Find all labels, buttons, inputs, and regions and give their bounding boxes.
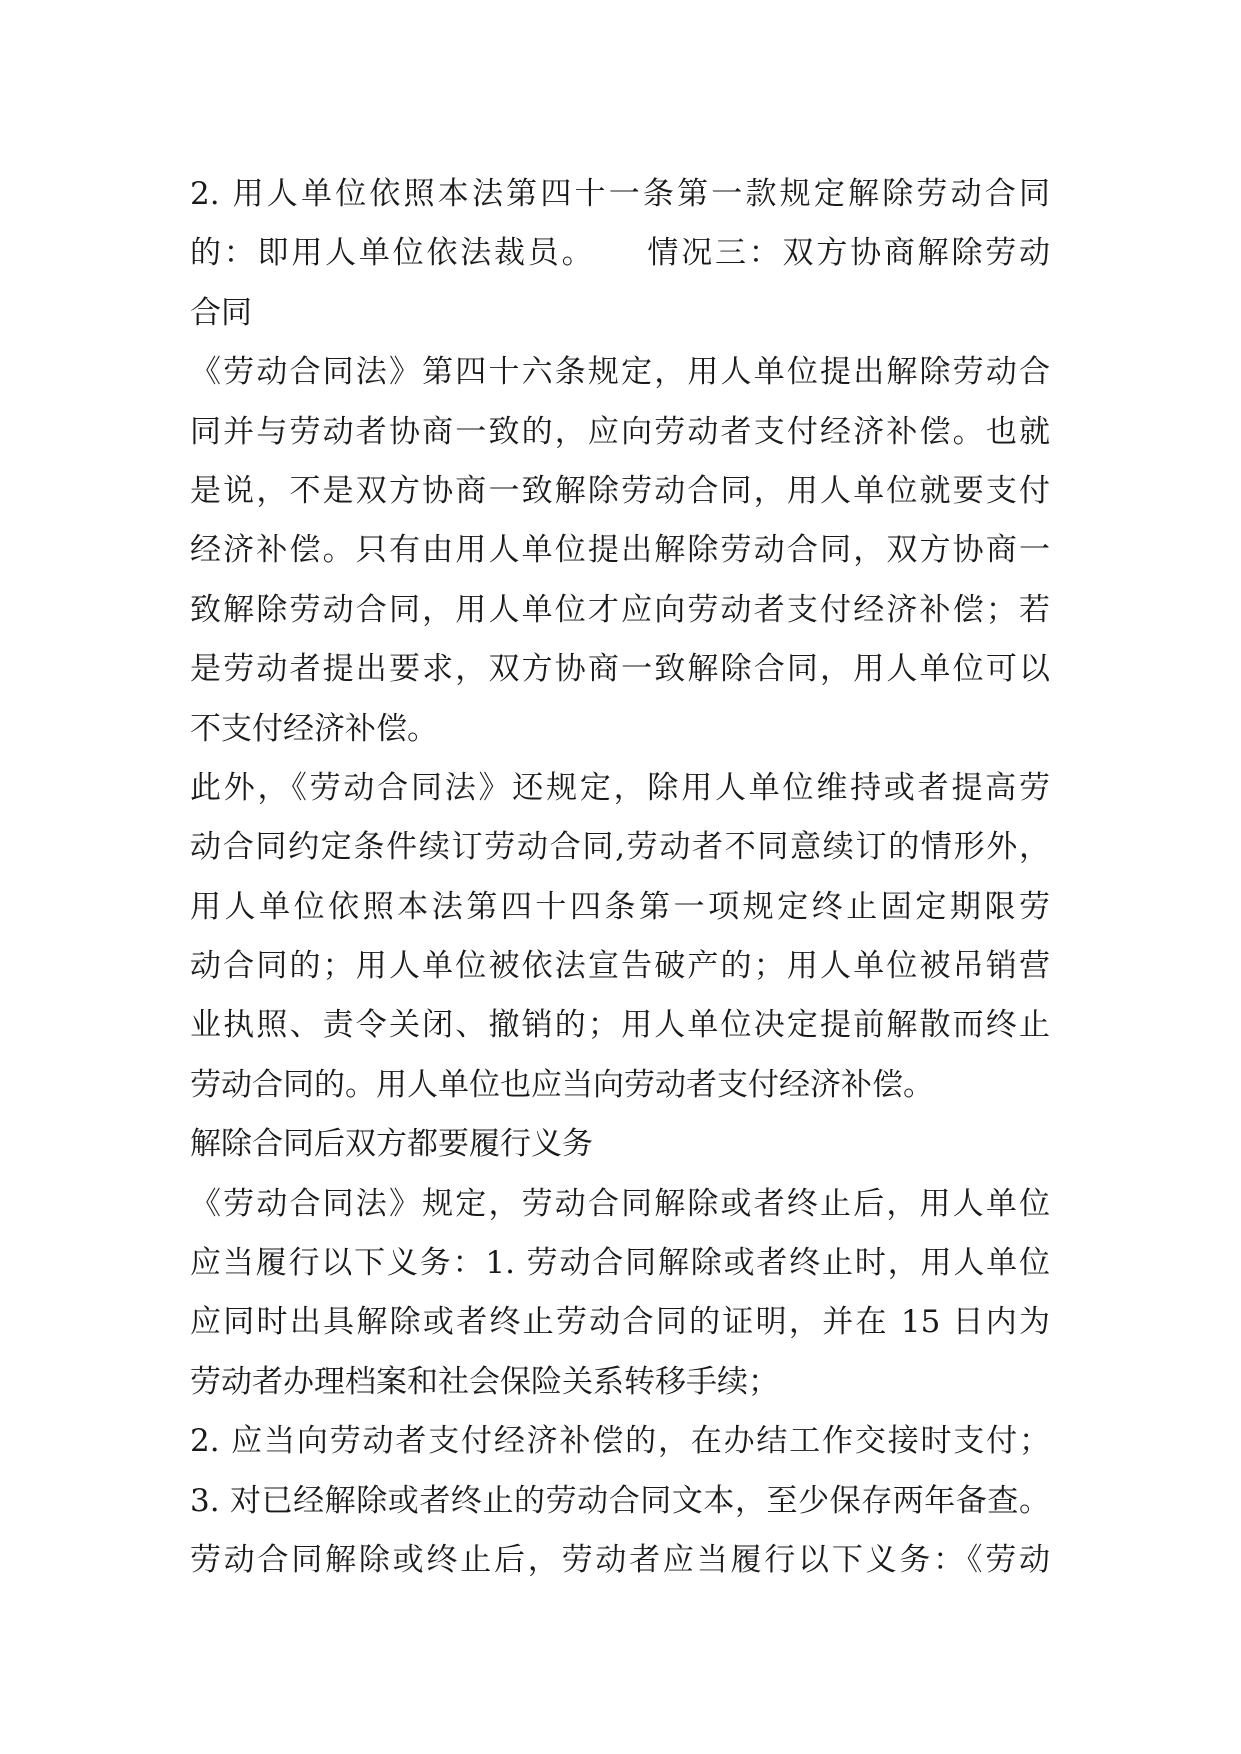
text-line: 解除合同后双方都要履行义务 bbox=[190, 1126, 593, 1163]
text-line: 的：即用人单位依法裁员。 情况三：双方协商解除劳动 bbox=[190, 235, 1050, 272]
text-line: 用人单位依照本法第四十四条第一项规定终止固定期限劳 bbox=[190, 888, 1050, 925]
text-line: 应当履行以下义务：1. 劳动合同解除或者终止时，用人单位 bbox=[190, 1245, 1050, 1282]
text-line: 动合同约定条件续订劳动合同,劳动者不同意续订的情形外， bbox=[190, 829, 1050, 866]
text-line: 应同时出具解除或者终止劳动合同的证明，并在 15 日内为 bbox=[190, 1304, 1050, 1341]
text-line: 动合同的；用人单位被依法宣告破产的；用人单位被吊销营 bbox=[190, 948, 1050, 985]
text-line: 劳动者办理档案和社会保险关系转移手续； bbox=[190, 1363, 779, 1400]
document-body bbox=[190, 165, 1050, 1590]
text-line: 《劳动合同法》规定，劳动合同解除或者终止后，用人单位 bbox=[190, 1185, 1050, 1222]
text-line: 不支付经济补偿。 bbox=[190, 710, 438, 747]
text-line: 劳动合同解除或终止后，劳动者应当履行以下义务：《劳动 bbox=[190, 1541, 1050, 1578]
text-line: 业执照、责令关闭、撤销的；用人单位决定提前解散而终止 bbox=[190, 1007, 1050, 1044]
text-line: 合同 bbox=[190, 294, 252, 331]
text-line: 《劳动合同法》第四十六条规定，用人单位提出解除劳动合 bbox=[190, 354, 1050, 391]
text-line: 劳动合同的。用人单位也应当向劳动者支付经济补偿。 bbox=[190, 1066, 934, 1103]
text-line: 经济补偿。只有由用人单位提出解除劳动合同，双方协商一 bbox=[190, 532, 1050, 569]
text-line: 是说，不是双方协商一致解除劳动合同，用人单位就要支付 bbox=[190, 472, 1050, 509]
text-line: 3. 对已经解除或者终止的劳动合同文本，至少保存两年备查。 bbox=[190, 1482, 1050, 1519]
text-line: 2. 用人单位依照本法第四十一条第一款规定解除劳动合同 bbox=[190, 176, 1050, 212]
text-line: 同并与劳动者协商一致的，应向劳动者支付经济补偿。也就 bbox=[190, 413, 1050, 450]
text-line: 2. 应当向劳动者支付经济补偿的，在办结工作交接时支付； bbox=[190, 1423, 1050, 1460]
text-line: 是劳动者提出要求，双方协商一致解除合同，用人单位可以 bbox=[190, 651, 1050, 688]
text-line: 此外，《劳动合同法》还规定，除用人单位维持或者提高劳 bbox=[190, 769, 1050, 806]
text-line: 致解除劳动合同，用人单位才应向劳动者支付经济补偿；若 bbox=[190, 591, 1050, 628]
